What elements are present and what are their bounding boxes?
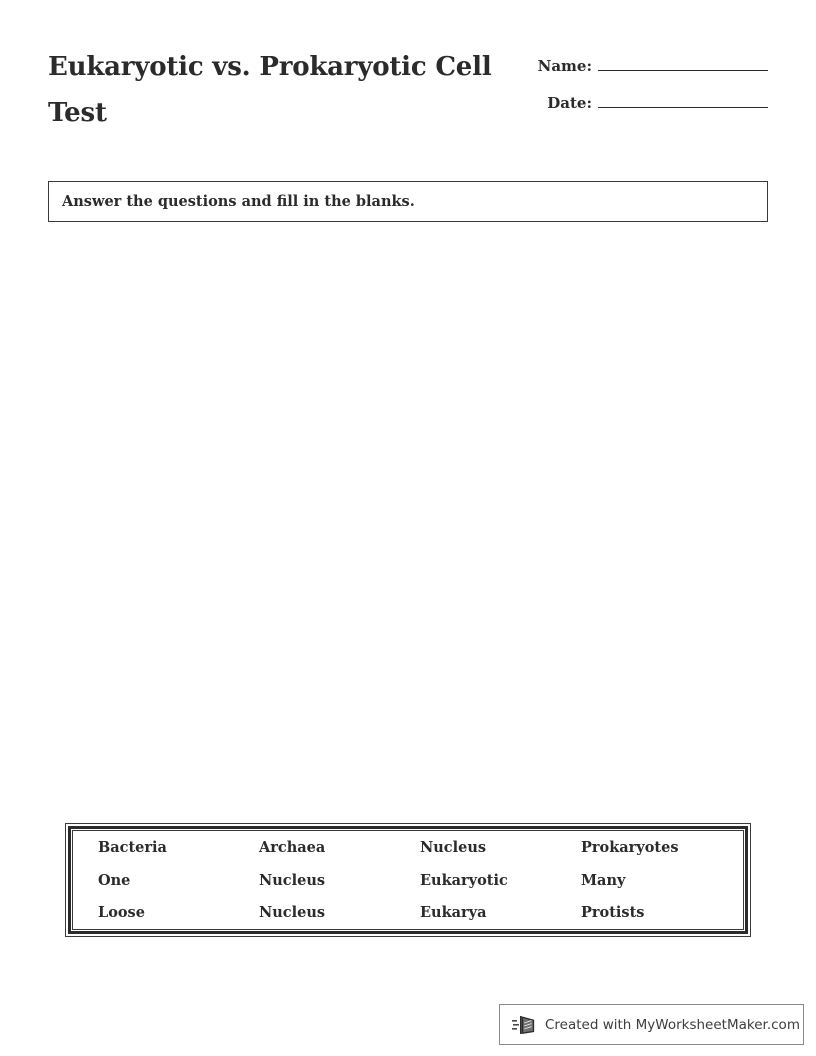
word-bank-row: [98, 831, 743, 864]
word-bank-word[interactable]: Eukarya: [420, 904, 487, 922]
questions-area: [48, 240, 768, 810]
word-bank-row: [98, 864, 743, 897]
worksheet-header: [48, 44, 768, 136]
footer-attribution-text: Created with MyWorksheetMaker.com: [545, 1016, 800, 1033]
name-input-line[interactable]: [598, 54, 768, 71]
footer-attribution-badge[interactable]: [499, 1004, 804, 1045]
word-bank-word[interactable]: Eukaryotic: [420, 871, 508, 889]
word-bank: [65, 823, 751, 937]
name-field-row: [536, 54, 768, 75]
date-field-label: Date:: [547, 94, 592, 112]
date-field-row: [536, 91, 768, 112]
word-bank-grid: [72, 830, 744, 930]
word-bank-word[interactable]: Nucleus: [420, 838, 487, 856]
word-bank-word[interactable]: Many: [581, 871, 626, 889]
word-bank-word[interactable]: Loose: [98, 904, 145, 922]
word-bank-word[interactable]: Nucleus: [259, 871, 326, 889]
word-bank-inner-border: [68, 826, 748, 934]
word-bank-row: [98, 896, 743, 929]
date-input-line[interactable]: [598, 91, 768, 108]
page-title: Eukaryotic vs. Prokaryotic Cell Test: [48, 52, 492, 128]
instruction-text: Answer the questions and fill in the blanks.: [62, 193, 415, 210]
worksheet-maker-logo-icon: [512, 1014, 536, 1036]
word-bank-word[interactable]: Archaea: [259, 838, 326, 856]
word-bank-word[interactable]: One: [98, 871, 131, 889]
word-bank-word[interactable]: Bacteria: [98, 838, 167, 856]
word-bank-word[interactable]: Nucleus: [259, 904, 326, 922]
instruction-box: [48, 181, 768, 222]
name-field-label: Name:: [537, 57, 592, 75]
word-bank-word[interactable]: Prokaryotes: [581, 838, 679, 856]
name-date-block: [536, 44, 768, 128]
word-bank-word[interactable]: Protists: [581, 904, 645, 922]
